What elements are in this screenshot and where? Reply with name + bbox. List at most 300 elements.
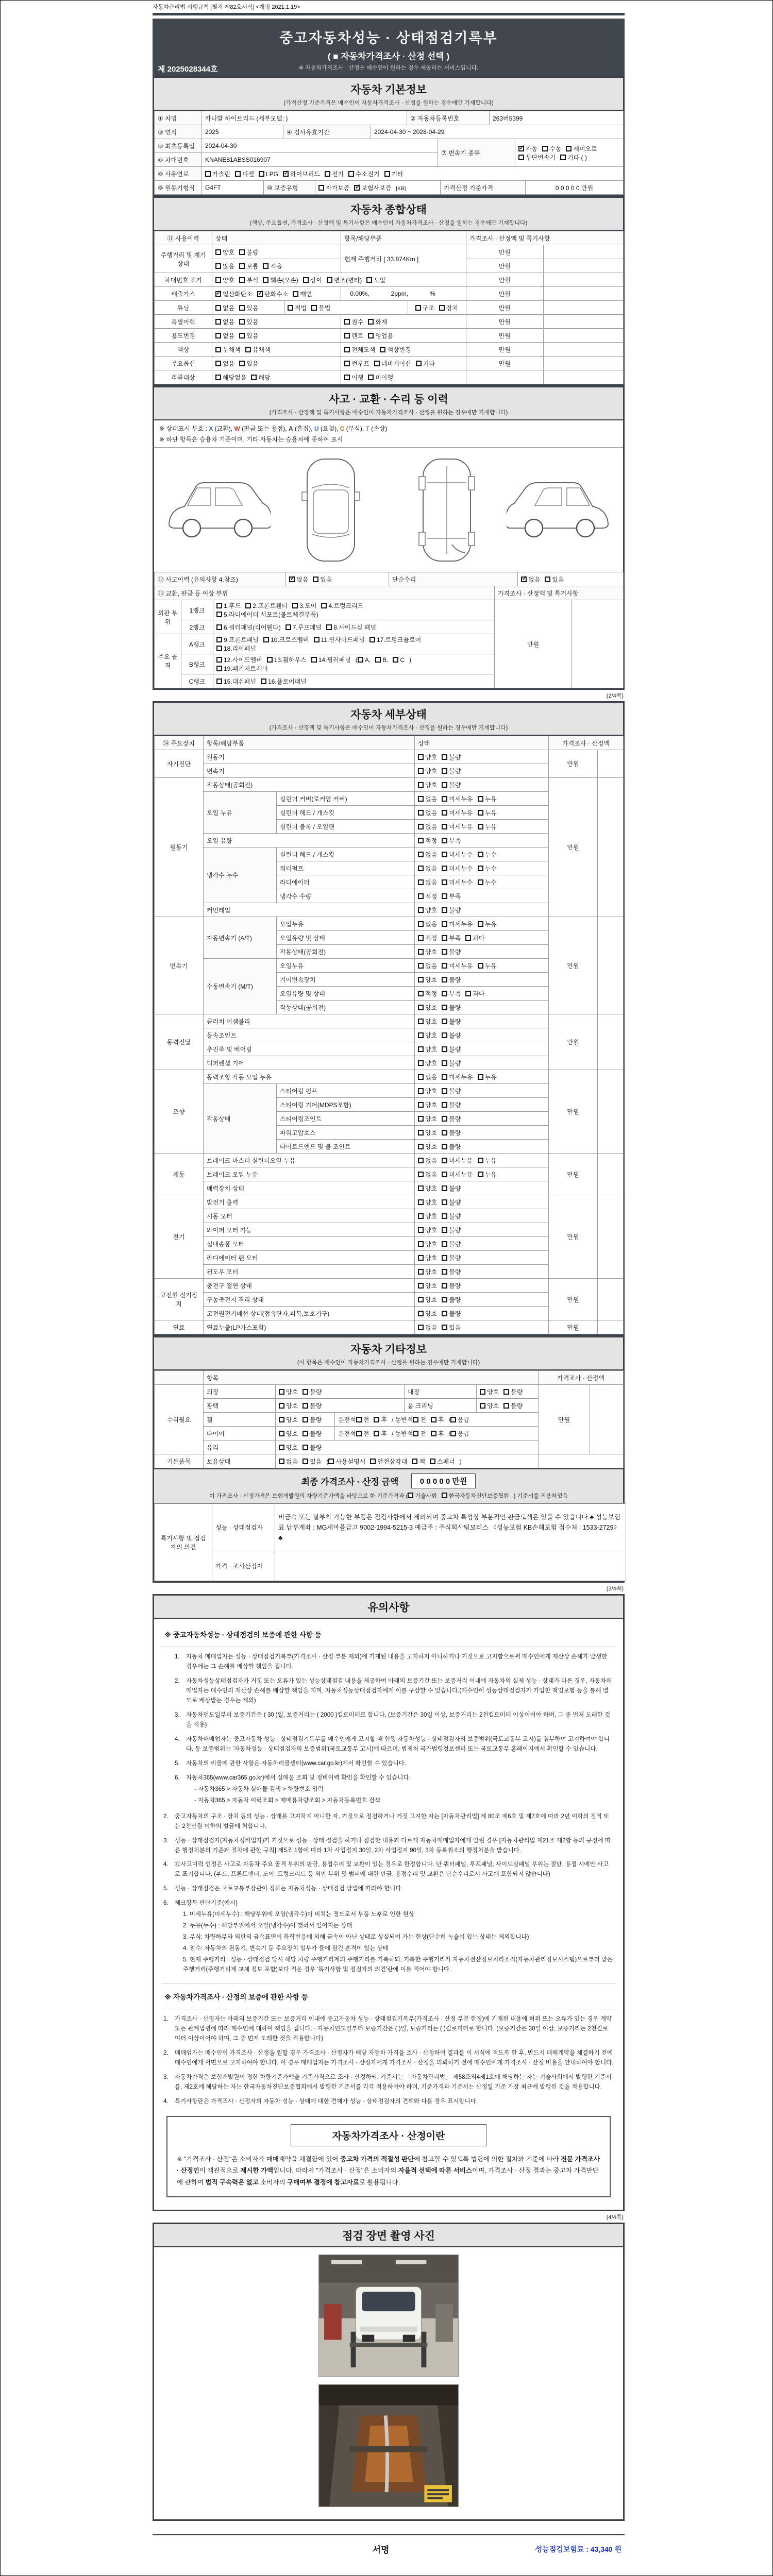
checkbox-option[interactable] <box>239 249 245 255</box>
checkbox-label: 구조 <box>422 304 434 312</box>
checkbox-option[interactable] <box>431 1431 436 1436</box>
checkbox-option[interactable] <box>442 852 447 857</box>
checkbox-option[interactable] <box>442 754 447 760</box>
detail-state-options <box>415 1014 549 1028</box>
checkbox-label: 매연 <box>300 290 312 298</box>
checkbox-option[interactable] <box>478 1074 483 1080</box>
checkbox-option[interactable] <box>442 1283 447 1289</box>
detail-state-options <box>415 1195 549 1209</box>
notice-item-number: 2. <box>163 2050 169 2057</box>
checkbox-option[interactable] <box>279 1431 284 1436</box>
detail-price-value: 만원 <box>549 1279 598 1320</box>
checkbox-option[interactable] <box>442 949 447 955</box>
checkbox-option[interactable] <box>325 171 330 177</box>
checkbox-option[interactable] <box>418 852 424 857</box>
checkbox-label: 없음 <box>425 920 438 928</box>
checkbox-option[interactable] <box>368 319 374 325</box>
checkbox-option[interactable] <box>215 277 221 283</box>
checkbox-option[interactable] <box>216 624 222 630</box>
checkbox-option[interactable] <box>418 1311 424 1316</box>
checkbox-option[interactable] <box>368 375 374 380</box>
checkbox-option[interactable] <box>566 146 572 151</box>
checkbox-option[interactable] <box>442 1019 447 1024</box>
checkbox-option[interactable] <box>374 1431 379 1436</box>
checkbox-option[interactable] <box>416 361 422 366</box>
checkbox-option[interactable] <box>216 637 222 642</box>
checkbox-label: 양호 <box>487 1402 499 1410</box>
checkbox-option[interactable] <box>216 666 222 671</box>
checkbox-option[interactable] <box>344 361 350 366</box>
notice-subitem: - 자동차365 > 자동차 이력조회 > 매매용차량조회 > 자동차등록번호 검색 <box>194 1797 380 1804</box>
checkbox-option[interactable] <box>418 1325 424 1330</box>
checkbox-option[interactable] <box>303 1403 308 1409</box>
text-run: 전문 가격조사 · 산정인 <box>177 2155 600 2175</box>
checkbox-option[interactable] <box>279 1403 284 1409</box>
checkbox-option[interactable] <box>442 1185 447 1191</box>
checkbox-option[interactable] <box>418 824 424 829</box>
checkbox-option[interactable] <box>303 1459 308 1464</box>
checkbox-option[interactable] <box>239 263 245 269</box>
inspection-validity-label: ④ 검사유효기간 <box>283 125 371 139</box>
checkbox-option[interactable] <box>465 991 471 996</box>
checkbox-option[interactable] <box>418 768 424 774</box>
checkbox-option[interactable] <box>303 1431 308 1436</box>
text-run: ※ "가격조사 · 산정"은 소비자가 매매계약을 체결함에 있어 <box>177 2155 340 2163</box>
checkbox-option[interactable] <box>418 810 424 816</box>
checkbox-option[interactable] <box>442 935 447 941</box>
checkbox-option[interactable] <box>418 1005 424 1010</box>
checkbox-option[interactable] <box>368 333 374 338</box>
checkbox-option[interactable] <box>327 277 332 283</box>
checkbox-label: 양호 <box>425 1254 438 1262</box>
checkbox-option[interactable] <box>285 624 291 630</box>
main-option-kind <box>341 357 466 370</box>
checkbox-option[interactable] <box>442 810 447 816</box>
color-price: 만원 <box>466 343 544 357</box>
checkbox-option[interactable] <box>263 263 268 269</box>
checkbox-option[interactable] <box>480 1389 485 1395</box>
checkbox-option[interactable] <box>239 319 245 325</box>
checkbox-option[interactable] <box>442 796 447 802</box>
checkbox-option[interactable] <box>374 361 380 366</box>
checkbox-option[interactable] <box>283 171 289 177</box>
checkbox-option[interactable] <box>478 796 483 802</box>
detail-remark-cell <box>598 1320 624 1334</box>
checkbox-option[interactable] <box>418 1060 424 1066</box>
checkbox-option[interactable] <box>215 319 221 325</box>
checkbox-option[interactable] <box>442 866 447 871</box>
checkbox-option[interactable] <box>380 347 385 352</box>
checkbox-option[interactable] <box>503 1389 509 1395</box>
checkbox-option[interactable] <box>216 657 222 663</box>
checkbox-option[interactable] <box>418 1255 424 1261</box>
checkbox-option[interactable] <box>279 1459 284 1464</box>
checkbox-option[interactable] <box>216 646 222 651</box>
checkbox-option[interactable] <box>344 333 350 338</box>
checkbox-label: 없음 <box>425 865 438 872</box>
detail-row <box>155 1279 624 1293</box>
checkbox-option[interactable] <box>239 277 245 283</box>
checkbox-option[interactable] <box>430 1459 435 1464</box>
checkbox-option[interactable] <box>442 768 447 774</box>
checkbox-option[interactable] <box>370 1459 376 1464</box>
checkbox-option[interactable] <box>442 1088 447 1094</box>
checkbox-option[interactable] <box>442 1144 447 1149</box>
checkbox-option[interactable] <box>418 838 424 843</box>
rankB-label: B랭크 <box>181 654 213 674</box>
checkbox-option[interactable] <box>408 1493 413 1498</box>
checkbox-option[interactable] <box>442 1116 447 1122</box>
checkbox-option[interactable] <box>450 1431 456 1436</box>
detail-item-label: 클러치 어셈블리 <box>204 1014 415 1028</box>
checkbox-option[interactable] <box>303 1389 308 1395</box>
checkbox-label: 미이행 <box>375 374 393 381</box>
checkbox-option[interactable] <box>431 1417 436 1422</box>
checkbox-option[interactable] <box>418 866 424 871</box>
reg-no-label: ② 자동차등록번호 <box>407 111 490 125</box>
checkbox-option[interactable] <box>480 1403 485 1409</box>
checkbox-option[interactable] <box>478 852 483 857</box>
checkbox-option[interactable] <box>418 1019 424 1024</box>
checkbox-option[interactable] <box>442 1255 447 1261</box>
checkbox-label: 부족 <box>449 990 461 997</box>
usage-change-kind <box>341 329 466 343</box>
checkbox-label: 누유 <box>484 823 497 831</box>
panel-abnormal-table <box>154 586 624 688</box>
checkbox-option[interactable] <box>215 333 221 338</box>
checkbox-option[interactable] <box>418 1172 424 1177</box>
checkbox-option[interactable] <box>239 333 245 338</box>
checkbox-option[interactable] <box>442 977 447 982</box>
checkbox-label: 누유 <box>484 1157 497 1164</box>
notice-item <box>175 1759 614 1769</box>
checkbox-option[interactable] <box>303 1445 308 1450</box>
checkbox-label: 많음 <box>223 262 235 270</box>
checkbox-option[interactable] <box>303 1417 308 1422</box>
checkbox-option[interactable] <box>344 319 350 325</box>
notice-item-text: 특기사항란은 가격조사 · 산정자의 자동차 성능 · 상태에 대한 견해가 성능 · 상태점검자의 견해와 다를 경우 표시합니다. <box>175 2098 478 2105</box>
checkbox-option[interactable] <box>418 1144 424 1149</box>
checkbox-option[interactable] <box>465 935 471 941</box>
checkbox-option[interactable] <box>442 963 447 969</box>
checkbox-option[interactable] <box>418 991 424 996</box>
checkbox-option[interactable] <box>393 657 398 663</box>
checkbox-label: 있음 <box>246 304 259 312</box>
checkbox-option[interactable] <box>259 171 264 177</box>
definition-title: 자동차가격조사 · 산정이란 <box>291 2124 486 2146</box>
checkbox-option[interactable] <box>442 1032 447 1038</box>
checkbox-option[interactable] <box>503 1403 509 1409</box>
section-other-title: 자동차 기타정보 <box>350 1344 427 1355</box>
checkbox-label: 없음 <box>425 809 438 817</box>
usage-change-options <box>212 329 341 343</box>
checkbox-option[interactable] <box>293 291 298 297</box>
detail-group-label: 전기 <box>155 1195 204 1279</box>
checkbox-option[interactable] <box>418 1046 424 1052</box>
checkbox-option[interactable] <box>239 305 245 311</box>
checkbox-option[interactable] <box>442 838 447 843</box>
checkbox-option[interactable] <box>442 1158 447 1163</box>
checkbox-option[interactable] <box>442 1269 447 1275</box>
detail-remark-cell <box>598 1070 624 1154</box>
detail-state-options <box>415 1167 549 1181</box>
checkbox-option[interactable] <box>478 879 483 885</box>
checkbox-label: 미세누유 <box>449 962 473 970</box>
checkbox-option[interactable] <box>418 1297 424 1302</box>
checkbox-label: 양호 <box>425 1282 438 1290</box>
special-history-remark <box>544 315 624 329</box>
checkbox-option[interactable] <box>348 171 354 177</box>
checkbox-option[interactable] <box>279 1417 284 1422</box>
detail-group-label: 자기진단 <box>155 750 204 778</box>
checkbox-option[interactable] <box>356 1417 362 1422</box>
checkbox-option[interactable] <box>442 879 447 885</box>
checkbox-option[interactable] <box>439 305 445 311</box>
base-price-label: 가격산정 기준가격 <box>441 181 526 195</box>
checkbox-option[interactable] <box>478 1158 483 1163</box>
checkbox-label: 양호 <box>286 1444 298 1451</box>
checkbox-option[interactable] <box>442 1005 447 1010</box>
checkbox-option[interactable] <box>215 347 221 352</box>
checkbox-option[interactable] <box>418 935 424 941</box>
checkbox-option[interactable] <box>216 679 222 684</box>
detail-item-label: 오일유량 및 상태 <box>277 931 415 945</box>
checkbox-option[interactable] <box>235 171 241 177</box>
checkbox-option[interactable] <box>215 263 221 269</box>
checkbox-option[interactable] <box>442 782 447 788</box>
checkbox-option[interactable] <box>251 375 257 380</box>
checkbox-option[interactable] <box>413 1431 418 1436</box>
checkbox-option[interactable] <box>215 291 221 297</box>
checkbox-option[interactable] <box>442 1130 447 1136</box>
inspection-photo-underbody <box>318 2384 459 2507</box>
checkbox-option[interactable] <box>328 1459 334 1464</box>
checkbox-label: 전 <box>363 1430 369 1437</box>
checkbox-option[interactable] <box>418 1185 424 1191</box>
checkbox-option[interactable] <box>442 1172 447 1177</box>
checkbox-option[interactable] <box>442 893 447 899</box>
section-basic-title: 자동차 기본정보 <box>350 84 427 96</box>
checkbox-option[interactable] <box>418 1102 424 1108</box>
checkbox-option[interactable] <box>415 305 421 311</box>
checkbox-option[interactable] <box>384 171 390 177</box>
checkbox-option[interactable] <box>313 577 318 582</box>
vin-label: ⑥ 차대번호 <box>155 153 202 167</box>
checkbox-option[interactable] <box>478 866 483 871</box>
checkbox-option[interactable] <box>418 782 424 788</box>
checkbox-option[interactable] <box>311 657 317 663</box>
fuel-label: ⑧ 사용연료 <box>155 167 202 181</box>
checkbox-option[interactable] <box>239 361 245 366</box>
checkbox-option[interactable] <box>418 754 424 760</box>
checkbox-option[interactable] <box>418 1269 424 1275</box>
checkbox-option[interactable] <box>314 637 320 642</box>
checkbox-label: 없음 <box>223 318 235 326</box>
checkbox-option[interactable] <box>418 1130 424 1136</box>
checkbox-label: 19.패키지트레이 <box>224 665 268 672</box>
checkbox-option[interactable] <box>418 1116 424 1122</box>
checkbox-option[interactable] <box>442 1102 447 1108</box>
checkbox-option[interactable] <box>478 963 483 969</box>
checkbox-option[interactable] <box>478 921 483 927</box>
checkbox-option[interactable] <box>245 347 251 352</box>
checkbox-option[interactable] <box>418 1074 424 1080</box>
checkbox-option[interactable] <box>442 991 447 996</box>
checkbox-option[interactable] <box>442 1311 447 1316</box>
interior-label: 내장 <box>405 1385 477 1399</box>
checkbox-option[interactable] <box>418 921 424 927</box>
checkbox-label: 16.플로어패널 <box>268 677 307 685</box>
detail-item-label: 스티어링 기어(MDPS포함) <box>277 1098 415 1112</box>
checkbox-option[interactable] <box>215 361 221 366</box>
checkbox-option[interactable] <box>215 375 221 380</box>
checkbox-option[interactable] <box>442 1227 447 1233</box>
checkbox-option[interactable] <box>279 1445 284 1450</box>
checkbox-option[interactable] <box>366 277 372 283</box>
checkbox-option[interactable] <box>261 679 266 684</box>
text-run: ( <box>355 656 358 664</box>
checkbox-option[interactable] <box>418 796 424 802</box>
detail-state-options <box>415 875 549 889</box>
checkbox-option[interactable] <box>418 1213 424 1219</box>
checkbox-option[interactable] <box>205 171 211 177</box>
checkbox-option[interactable] <box>442 1046 447 1052</box>
checkbox-option[interactable] <box>344 347 350 352</box>
checkbox-option[interactable] <box>245 603 251 608</box>
polish-label: 광택 <box>204 1399 276 1413</box>
checkbox-label: 적정 <box>425 990 438 997</box>
panel-abnormal-header: ⑬ 교환, 판금 등 이상 부위 <box>155 586 495 600</box>
warranty-type-label: ⑩ 보증유형 <box>264 181 315 195</box>
checkbox-option[interactable] <box>442 1060 447 1066</box>
detail-sub-label: 냉각수 누수 <box>204 848 277 903</box>
mileage-remark-1 <box>544 245 624 259</box>
checkbox-option[interactable] <box>418 1227 424 1233</box>
checkbox-option[interactable] <box>354 185 360 191</box>
checkbox-label: 미세누유 <box>449 1157 473 1164</box>
checkbox-option[interactable] <box>442 1325 447 1330</box>
checkbox-option[interactable] <box>412 1459 417 1464</box>
checkbox-option[interactable] <box>374 1417 379 1422</box>
text-run: % <box>430 290 435 297</box>
document-title: 중고자동차성능 · 상태점검기록부 <box>279 30 498 46</box>
detail-row <box>155 917 624 931</box>
checkbox-option[interactable] <box>263 637 269 642</box>
checkbox-option[interactable] <box>418 893 424 899</box>
checkbox-option[interactable] <box>215 249 221 255</box>
checkbox-label: 유채색 <box>252 346 271 353</box>
checkbox-option[interactable] <box>442 1213 447 1219</box>
checkbox-label: 불량 <box>449 906 461 914</box>
detail-item-label: 파워고압호스 <box>277 1126 415 1140</box>
checkbox-option[interactable] <box>418 977 424 982</box>
checkbox-option[interactable] <box>215 305 221 311</box>
checkbox-label: 변조(변타) <box>333 276 362 284</box>
checkbox-option[interactable] <box>442 824 447 829</box>
checkbox-option[interactable] <box>303 277 309 283</box>
checkbox-option[interactable] <box>418 963 424 969</box>
checkbox-option[interactable] <box>257 291 263 297</box>
checkbox-label: 해당 <box>258 374 271 381</box>
checkbox-option[interactable] <box>418 1088 424 1094</box>
checkbox-option[interactable] <box>545 577 550 582</box>
checkbox-option[interactable] <box>478 1172 483 1177</box>
checkbox-label: 전 <box>420 1416 427 1423</box>
checkbox-option[interactable] <box>418 907 424 913</box>
checkbox-label: 없음 <box>223 304 235 312</box>
checkbox-option[interactable] <box>442 1297 447 1302</box>
checkbox-option[interactable] <box>542 146 548 151</box>
checkbox-option[interactable] <box>279 1389 284 1395</box>
checkbox-label: 불량 <box>449 1268 461 1276</box>
mileage-remark-2 <box>544 259 624 273</box>
detail-item-label: 디퍼렌셜 기어 <box>204 1056 415 1070</box>
checkbox-option[interactable] <box>418 1241 424 1247</box>
checkbox-option[interactable] <box>263 277 268 283</box>
basic-table-row34 <box>154 139 624 167</box>
checkbox-option[interactable] <box>292 603 298 608</box>
checkbox-option[interactable] <box>442 921 447 927</box>
notice-item-text: 매매업자는 매수인이 가격조사 · 산정을 원할 경우 가격조사 · 산정자가 해당 자동차 가격을 조사 · 산정하여 결과를 이 서식에 적도록 한 후, 반드시 매매계약을 체결하기 전에 매수인에게 서면으로 고지하여야 합니다. 이 경우 매매업자는 가격조사 · 산정자에게 가격조사 · 산정을 의뢰하기 전에 매수인에게 가격조사 · 산정 비용을 안내하여야 합니다. <box>175 2050 614 2066</box>
checkbox-option[interactable] <box>356 1431 362 1436</box>
checkbox-option[interactable] <box>288 305 293 311</box>
checkbox-option[interactable] <box>321 603 327 608</box>
checkbox-option[interactable] <box>311 305 317 311</box>
checkbox-option[interactable] <box>355 656 363 664</box>
checkbox-label: 디젤 <box>242 170 254 178</box>
checkbox-option[interactable] <box>216 612 222 617</box>
panel-price-value: 만원 <box>495 600 572 688</box>
checkbox-option[interactable] <box>478 810 483 816</box>
document-number: 제 2025028344호 <box>158 65 218 74</box>
checkbox-option[interactable] <box>418 1199 424 1205</box>
checkbox-option[interactable] <box>418 1158 424 1163</box>
checkbox-option[interactable] <box>267 657 273 663</box>
checkbox-option[interactable] <box>442 1493 447 1498</box>
checkbox-option[interactable] <box>418 949 424 955</box>
checkbox-option[interactable] <box>375 657 381 663</box>
tire-options <box>276 1427 335 1440</box>
checkbox-label: 불량 <box>310 1416 322 1423</box>
checkbox-option[interactable] <box>518 155 524 160</box>
checkbox-label: 양호 <box>425 1059 438 1067</box>
checkbox-option[interactable] <box>344 375 350 380</box>
mileage-price-1: 만원 <box>466 245 544 259</box>
checkbox-option[interactable] <box>450 1417 456 1422</box>
checkbox-option[interactable] <box>560 155 566 160</box>
base-price-value: 0 0 0 0 0 만원 <box>526 181 624 195</box>
checkbox-option[interactable] <box>326 624 332 630</box>
checkbox-label: LPG <box>265 170 278 178</box>
checkbox-option[interactable] <box>289 577 295 582</box>
checkbox-option[interactable] <box>369 637 375 642</box>
text-run: 운전석 <box>338 1416 356 1423</box>
checkbox-option[interactable] <box>216 603 222 608</box>
checkbox-option[interactable] <box>521 577 527 582</box>
checkbox-option[interactable] <box>442 1199 447 1205</box>
checkbox-option[interactable] <box>478 824 483 829</box>
checkbox-option[interactable] <box>418 1032 424 1038</box>
checkbox-option[interactable] <box>413 1417 418 1422</box>
checkbox-option[interactable] <box>518 146 524 151</box>
checkbox-option[interactable] <box>418 879 424 885</box>
checkbox-option[interactable] <box>442 1074 447 1080</box>
checkbox-option[interactable] <box>442 1241 447 1247</box>
checkbox-label: 불량 <box>449 1184 461 1192</box>
checkbox-option[interactable] <box>318 185 324 191</box>
checkbox-option[interactable] <box>442 907 447 913</box>
checkbox-option[interactable] <box>418 1283 424 1289</box>
